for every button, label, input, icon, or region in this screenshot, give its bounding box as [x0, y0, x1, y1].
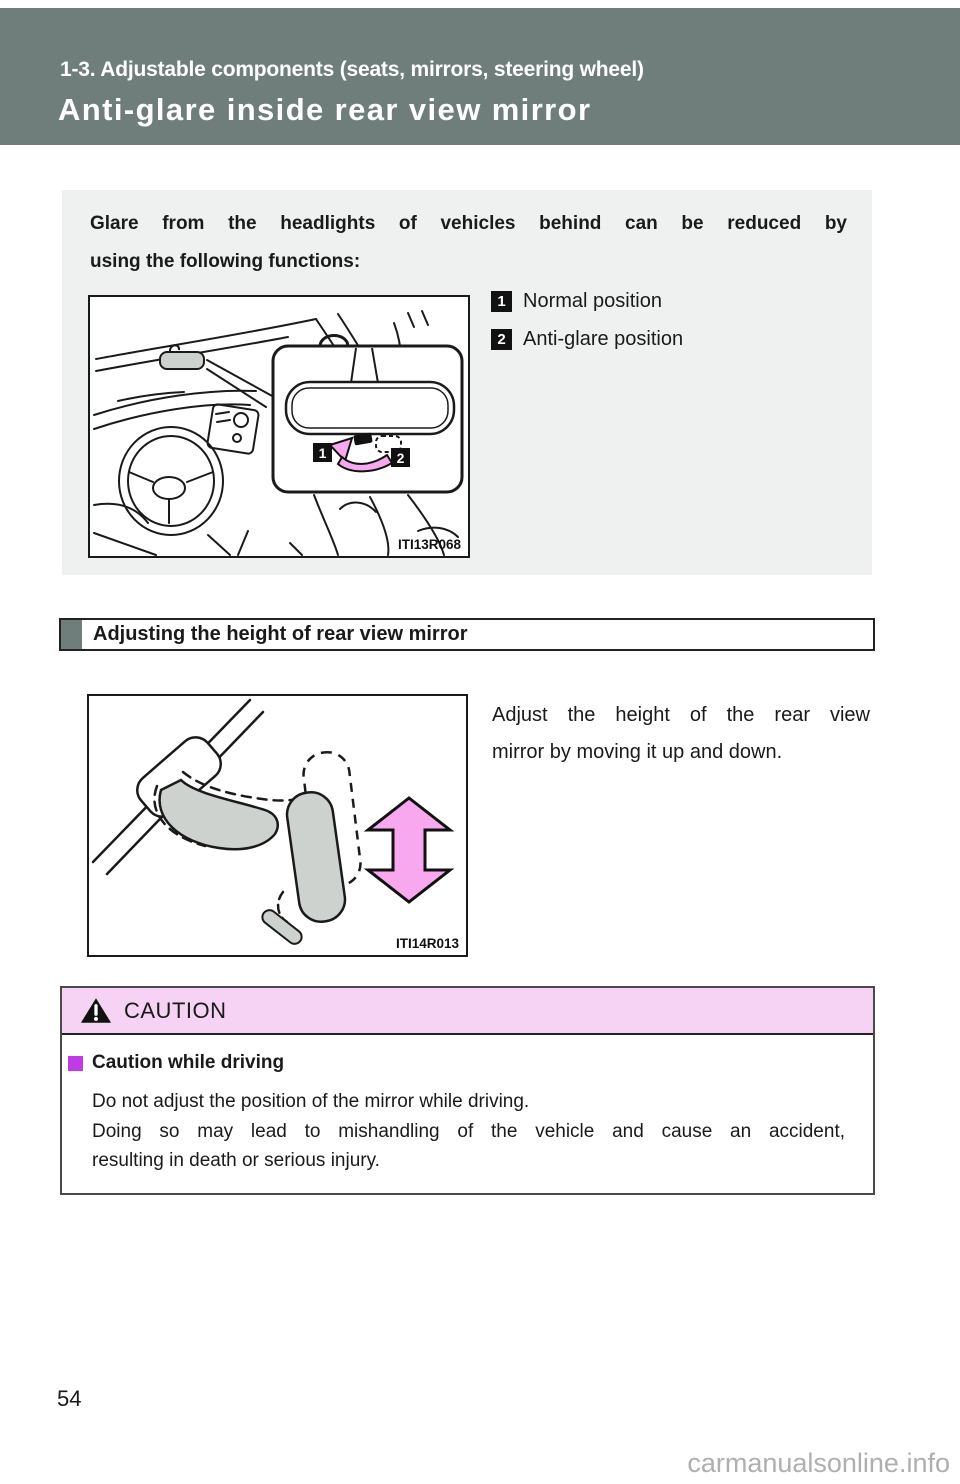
figure2-code-label: ITI14R013: [395, 936, 459, 951]
legend-1-square: 1: [491, 291, 512, 312]
callout-2-number: 2: [396, 450, 405, 466]
mirror-position-legend: [491, 290, 683, 366]
section-heading: Adjusting the height of rear view mirror: [93, 622, 468, 645]
caution-line2: Doing so may lead to mishandling of the vehicle and cause an accident,: [92, 1120, 845, 1142]
intro-text-line1: Glare from the headlights of vehicles behind can be reduced by: [90, 213, 847, 234]
adjust-text-line1: Adjust the height of the rear view: [492, 704, 870, 726]
caution-box: [60, 986, 875, 1195]
mirror-stem: [260, 907, 305, 946]
caution-bullet-square: [68, 1056, 83, 1071]
adjust-text-line2: mirror by moving it up and down.: [492, 741, 783, 763]
callout-1-number: 1: [318, 445, 327, 461]
mirror-inset-callout: [273, 336, 462, 493]
section-accent-block: [61, 620, 82, 649]
figure-mirror-height: [87, 694, 468, 957]
mirror-height-illustration: [89, 696, 466, 955]
caution-subheading: Caution while driving: [92, 1052, 285, 1073]
legend-2-square: 2: [491, 329, 512, 350]
page-title: Anti-glare inside rear view mirror: [58, 92, 592, 127]
legend-2-label: Anti-glare position: [523, 328, 684, 350]
watermark-text: carmanualsonline.info: [687, 1448, 950, 1478]
intro-text-line2: using the following functions:: [90, 251, 361, 272]
figure-interior-mirror: [88, 295, 470, 558]
caution-line3: resulting in death or serious injury.: [92, 1150, 380, 1171]
legend-1-label: Normal position: [523, 290, 662, 312]
chapter-title: 1-3. Adjustable components (seats, mirrors, steering wheel): [60, 58, 644, 81]
caution-header-band: [62, 988, 873, 1035]
figure1-code-label: ITI13R068: [397, 537, 461, 552]
legend-item-antiglare: [491, 328, 683, 351]
small-rearview-mirror: [160, 345, 204, 369]
rearview-mirror-front: [286, 382, 454, 434]
caution-subheading-row: [68, 1052, 873, 1074]
intro-summary-box: [62, 190, 872, 575]
chapter-header-band: [0, 8, 960, 145]
adjust-height-text: [492, 697, 870, 771]
section-heading-bar: [59, 618, 875, 651]
interior-mirror-illustration: [90, 297, 468, 556]
caution-paragraph: [92, 1087, 845, 1176]
page-number: 54: [57, 1386, 82, 1411]
mirror-body-side: [284, 789, 348, 924]
caution-line1: Do not adjust the position of the mirror while driving.: [92, 1091, 530, 1112]
intro-text: [90, 205, 847, 281]
warning-triangle-icon: [80, 996, 112, 1025]
legend-item-normal: [491, 290, 683, 313]
up-down-arrow-icon: [368, 798, 450, 902]
caution-title: CAUTION: [124, 997, 227, 1023]
